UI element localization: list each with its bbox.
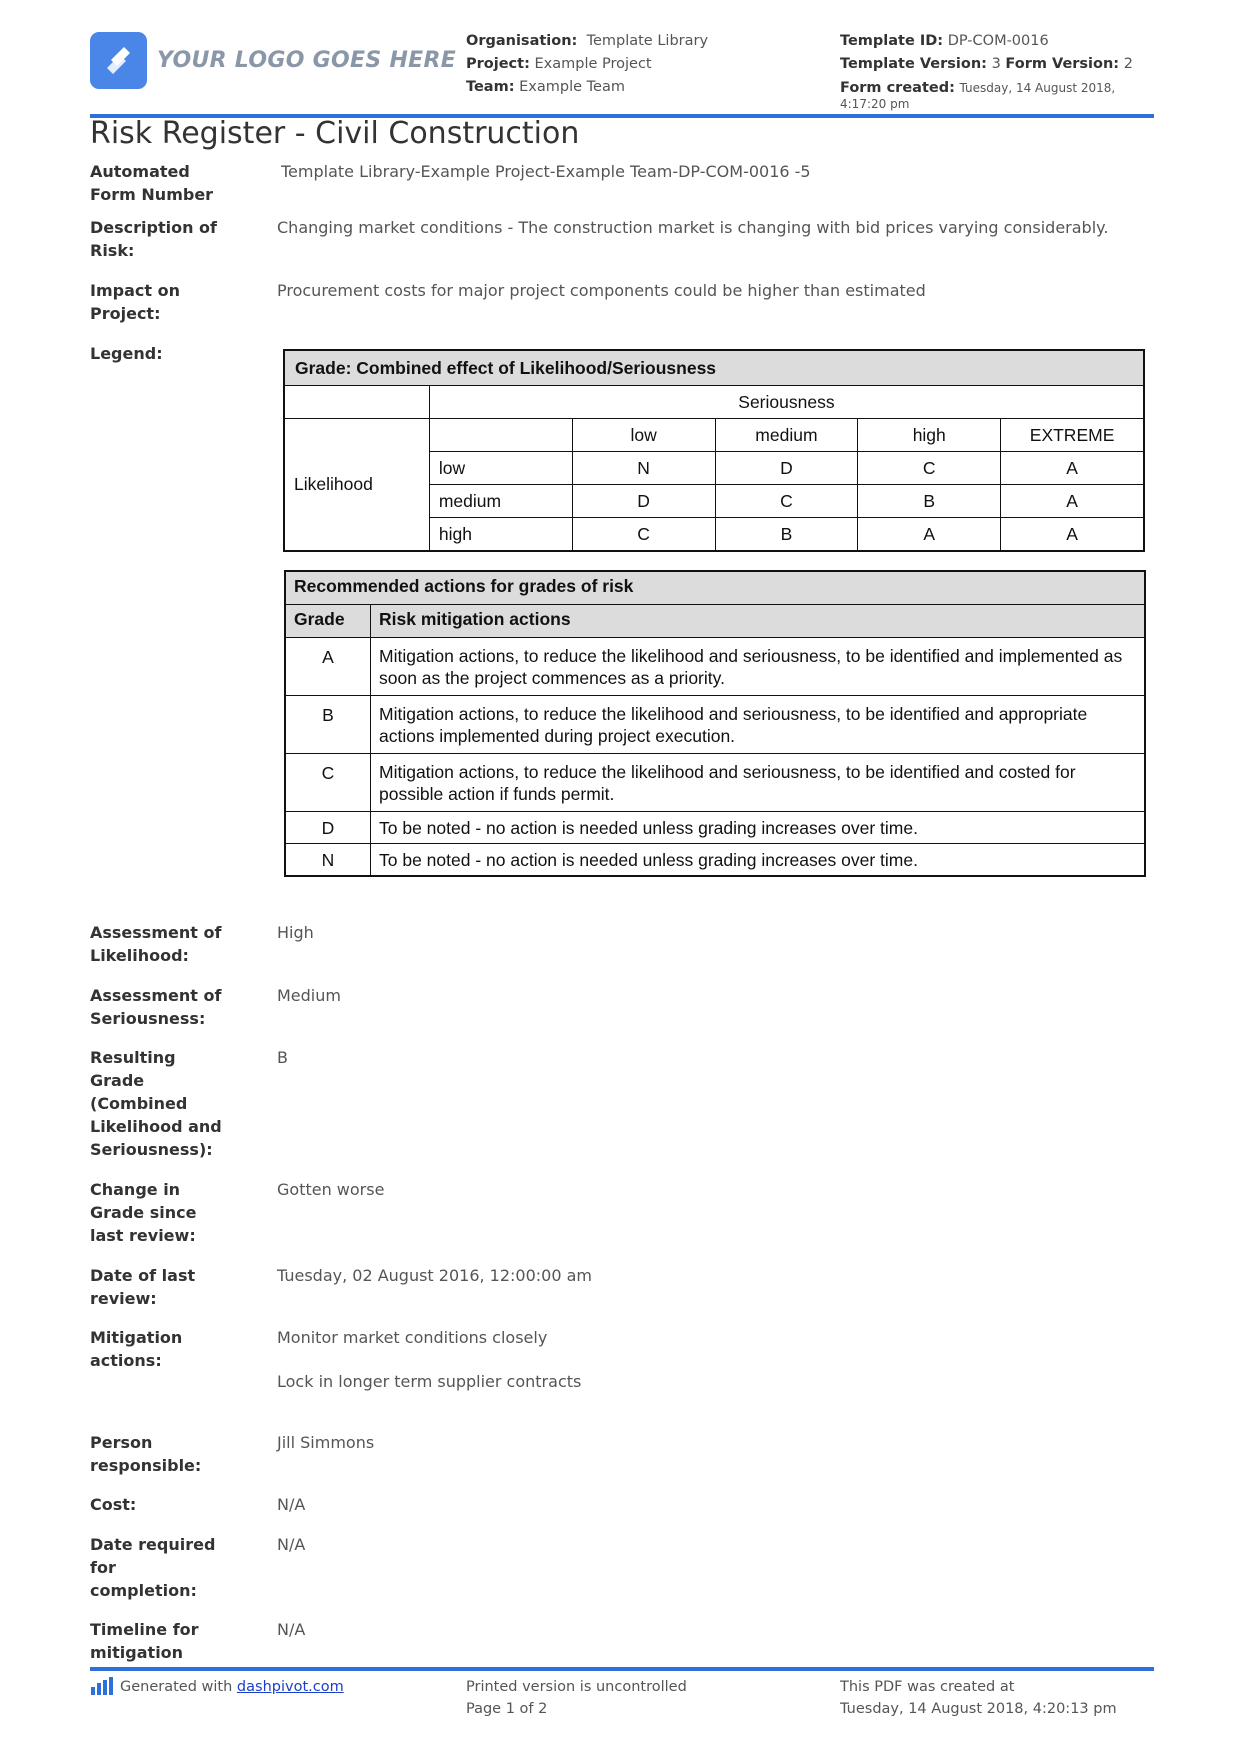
grade-column-header: Grade (285, 605, 371, 638)
footer-print-info (466, 1676, 687, 1720)
grade-cell: C (715, 485, 858, 518)
impact-label: Impact on Project: (90, 281, 180, 323)
seriousness-assessment-label: Assessment of Seriousness: (90, 986, 222, 1028)
grade-cell: C (572, 518, 715, 552)
person-responsible-value: Jill Simmons (277, 1433, 375, 1452)
last-review-label: Date of last review: (90, 1266, 196, 1308)
pdf-created-value: Tuesday, 14 August 2018, 4:20:13 pm (840, 1701, 1117, 1717)
table-row (285, 754, 1145, 812)
table-row (285, 638, 1145, 696)
footer-pdf-info (840, 1676, 1117, 1720)
date-required-label: Date required for completion: (90, 1535, 216, 1600)
cost-value: N/A (277, 1495, 306, 1514)
resulting-grade-label: Resulting Grade (Combined Likelihood and Seriousness): (90, 1048, 222, 1159)
row-header: medium (429, 485, 572, 518)
blank-cell (284, 386, 429, 419)
cost-label: Cost: (90, 1495, 137, 1514)
grade-cell: A (858, 518, 1001, 552)
form-version-label: Form Version: (1005, 56, 1120, 72)
grade-cell: A (1001, 518, 1144, 552)
grade-cell: A (1001, 485, 1144, 518)
template-version-value: 3 (991, 56, 1001, 72)
form-created-value: Tuesday, 14 August 2018, 4:17:20 pm (840, 81, 1116, 111)
form-number-value: Template Library-Example Project-Example Team-DP-COM-0016 -5 (281, 162, 811, 181)
form-version-value: 2 (1123, 56, 1133, 72)
recommended-actions-title: Recommended actions for grades of risk (285, 571, 1145, 605)
project-value: Example Project (534, 56, 652, 72)
seriousness-assessment-value: Medium (277, 986, 341, 1005)
row-header: high (429, 518, 572, 552)
grade-change-value: Gotten worse (277, 1180, 385, 1199)
date-required-value: N/A (277, 1535, 306, 1554)
grade-cell: B (858, 485, 1001, 518)
likelihood-assessment-label: Assessment of Likelihood: (90, 923, 222, 965)
template-id-value: DP-COM-0016 (947, 33, 1049, 49)
grade-change-label: Change in Grade since last review: (90, 1180, 197, 1245)
grade-cell: B (715, 518, 858, 552)
organisation-label: Organisation: (466, 33, 578, 49)
form-number-label: Automated Form Number (90, 162, 214, 204)
action-text: Mitigation actions, to reduce the likelihood and seriousness, to be identified and appropriate actions implemented during project execution. (371, 696, 1146, 754)
grade-matrix-table (283, 349, 1145, 552)
grade-cell: N (572, 452, 715, 485)
team-value: Example Team (519, 79, 625, 95)
action-text: To be noted - no action is needed unless grading increases over time. (371, 844, 1146, 877)
table-row (285, 812, 1145, 844)
row-header: low (429, 452, 572, 485)
timeline-value: N/A (277, 1620, 306, 1639)
seriousness-heading: Seriousness (429, 386, 1144, 419)
description-value: Changing market conditions - The construction market is changing with bid prices varying considerably. (277, 218, 1109, 237)
page-number: Page 1 of 2 (466, 1701, 548, 1717)
dashpivot-link[interactable]: dashpivot.com (236, 1679, 344, 1695)
resulting-grade-value: B (277, 1048, 288, 1067)
dashpivot-bars-icon (90, 1677, 114, 1697)
action-grade: N (285, 844, 371, 877)
mitigation-action-1: Monitor market conditions closely (277, 1328, 548, 1347)
legend-label: Legend: (90, 344, 163, 363)
grade-cell: D (572, 485, 715, 518)
footer-generated (90, 1676, 344, 1698)
grade-cell: A (1001, 452, 1144, 485)
impact-value: Procurement costs for major project components could be higher than estimated (277, 281, 926, 300)
recommended-actions-table (284, 570, 1146, 877)
header-project-info (466, 30, 708, 99)
form-created-label: Form created: (840, 80, 955, 96)
grade-cell: D (715, 452, 858, 485)
column-header: EXTREME (1001, 419, 1144, 452)
mitigation-label: Mitigation actions: (90, 1328, 183, 1370)
action-grade: B (285, 696, 371, 754)
column-header: high (858, 419, 1001, 452)
timeline-label: Timeline for mitigation (90, 1620, 199, 1662)
column-header: medium (715, 419, 858, 452)
table-row (285, 844, 1145, 877)
grade-matrix-title: Grade: Combined effect of Likelihood/Seriousness (284, 350, 1144, 386)
action-text: Mitigation actions, to reduce the likelihood and seriousness, to be identified and implemented as soon as the project commences as a priority. (371, 638, 1146, 696)
document-header (90, 28, 1154, 116)
footer-divider (90, 1667, 1154, 1671)
generated-with-text: Generated with (120, 1679, 233, 1695)
mitigation-action-2: Lock in longer term supplier contracts (277, 1372, 582, 1391)
grade-cell: C (858, 452, 1001, 485)
blank-cell (429, 419, 572, 452)
logo-text: YOUR LOGO GOES HERE (157, 48, 457, 73)
pdf-created-label: This PDF was created at (840, 1679, 1015, 1695)
page-title: Risk Register - Civil Construction (90, 116, 580, 151)
logo-mark-icon (90, 32, 147, 89)
document-page (90, 0, 1154, 1754)
header-template-info (840, 30, 1150, 112)
team-label: Team: (466, 79, 515, 95)
action-grade: C (285, 754, 371, 812)
action-grade: A (285, 638, 371, 696)
uncontrolled-notice: Printed version is uncontrolled (466, 1679, 687, 1695)
column-header: low (572, 419, 715, 452)
template-version-label: Template Version: (840, 56, 987, 72)
likelihood-assessment-value: High (277, 923, 314, 942)
table-row (285, 696, 1145, 754)
description-label: Description of Risk: (90, 218, 218, 260)
project-label: Project: (466, 56, 530, 72)
action-text: To be noted - no action is needed unless grading increases over time. (371, 812, 1146, 844)
actions-column-header: Risk mitigation actions (371, 605, 1146, 638)
last-review-value: Tuesday, 02 August 2016, 12:00:00 am (277, 1266, 593, 1285)
template-id-label: Template ID: (840, 33, 944, 49)
company-logo (90, 32, 456, 89)
likelihood-heading: Likelihood (284, 419, 429, 552)
action-text: Mitigation actions, to reduce the likelihood and seriousness, to be identified and costed for possible action if funds permit. (371, 754, 1146, 812)
person-responsible-label: Person responsible: (90, 1433, 202, 1475)
organisation-value: Template Library (586, 33, 709, 49)
action-grade: D (285, 812, 371, 844)
